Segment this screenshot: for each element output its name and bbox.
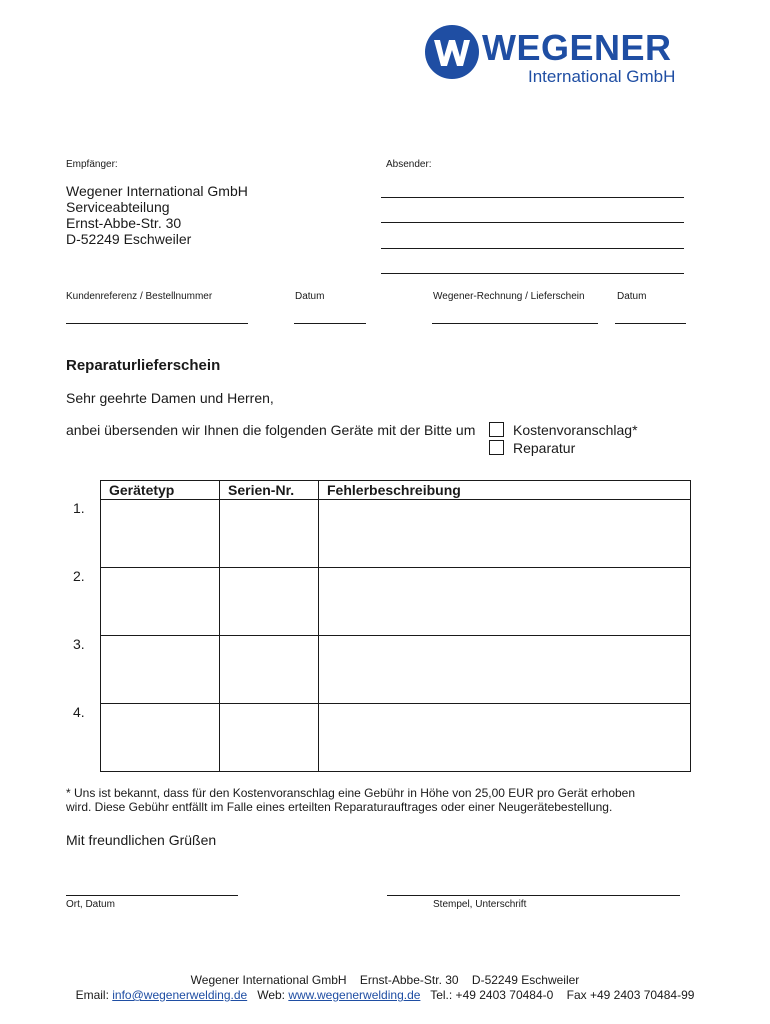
fault-description-cell[interactable] bbox=[319, 704, 691, 772]
column-header-fault-description: Fehlerbeschreibung bbox=[319, 481, 691, 500]
salutation: Sehr geehrte Damen und Herren, bbox=[66, 390, 274, 406]
stamp-signature-field[interactable] bbox=[387, 895, 680, 896]
sender-label: Absender: bbox=[386, 159, 432, 170]
fault-description-cell[interactable] bbox=[319, 636, 691, 704]
recipient-label: Empfänger: bbox=[66, 159, 118, 170]
date-field-2[interactable] bbox=[615, 323, 686, 324]
serial-no-cell[interactable] bbox=[220, 636, 319, 704]
date-label-1: Datum bbox=[295, 291, 325, 302]
web-label: Web: bbox=[257, 988, 285, 1002]
logo-subtitle: International GmbH bbox=[528, 67, 676, 86]
fault-description-cell[interactable] bbox=[319, 500, 691, 568]
request-text: anbei übersenden wir Ihnen die folgenden Geräte mit der Bitte um bbox=[66, 422, 476, 438]
footnote-line: * Uns ist bekannt, dass für den Kostenvoranschlag eine Gebühr in Höhe von 25,00 EUR pro Gerät erhoben bbox=[66, 786, 636, 800]
column-header-serial-no: Serien-Nr. bbox=[220, 481, 319, 500]
recipient-line: Wegener International GmbH bbox=[66, 183, 248, 199]
web-link[interactable]: www.wegenerwelding.de bbox=[288, 988, 421, 1002]
device-type-cell[interactable] bbox=[101, 500, 220, 568]
repair-label: Reparatur bbox=[513, 440, 576, 456]
table-row bbox=[101, 568, 691, 636]
recipient-address bbox=[66, 183, 248, 247]
table-row bbox=[101, 500, 691, 568]
cost-estimate-checkbox[interactable] bbox=[489, 422, 504, 437]
footnote-line: wird. Diese Gebühr entfällt im Falle eines erteilten Reparaturauftrages oder einer Neugerätebestellung. bbox=[66, 800, 613, 814]
column-header-device-type: Gerätetyp bbox=[101, 481, 220, 500]
place-date-field[interactable] bbox=[66, 895, 238, 896]
serial-no-cell[interactable] bbox=[220, 500, 319, 568]
serial-no-cell[interactable] bbox=[220, 568, 319, 636]
wegener-logo-mark bbox=[424, 24, 480, 80]
email-label: Email: bbox=[75, 988, 109, 1002]
sender-line-4[interactable] bbox=[381, 273, 684, 274]
invoice-label: Wegener-Rechnung / Lieferschein bbox=[433, 291, 585, 302]
customer-ref-field[interactable] bbox=[66, 323, 248, 324]
table-row bbox=[101, 704, 691, 772]
recipient-line: Serviceabteilung bbox=[66, 199, 170, 215]
footnote bbox=[66, 786, 706, 814]
device-type-cell[interactable] bbox=[101, 704, 220, 772]
sender-line-1[interactable] bbox=[381, 197, 684, 198]
device-table bbox=[100, 480, 691, 772]
place-date-label: Ort, Datum bbox=[66, 899, 115, 910]
device-type-cell[interactable] bbox=[101, 568, 220, 636]
wegener-logo bbox=[424, 24, 704, 94]
email-link[interactable]: info@wegenerwelding.de bbox=[112, 988, 248, 1002]
phone-fax: Tel.: +49 2403 70484-0 Fax +49 2403 70484-99 bbox=[430, 988, 695, 1002]
date-field-1[interactable] bbox=[294, 323, 366, 324]
table-header-row bbox=[101, 481, 691, 500]
serial-no-cell[interactable] bbox=[220, 704, 319, 772]
recipient-line: Ernst-Abbe-Str. 30 bbox=[66, 215, 182, 231]
footer-address: Wegener International GmbH Ernst-Abbe-Str. 30 D-52249 Eschweiler bbox=[190, 973, 580, 987]
customer-ref-label: Kundenreferenz / Bestellnummer bbox=[66, 291, 213, 302]
row-number: 1. bbox=[73, 500, 85, 516]
cost-estimate-label: Kostenvoranschlag* bbox=[513, 422, 638, 438]
repair-checkbox[interactable] bbox=[489, 440, 504, 455]
table-row bbox=[101, 636, 691, 704]
row-number: 2. bbox=[73, 568, 85, 584]
row-number: 3. bbox=[73, 636, 85, 652]
invoice-field[interactable] bbox=[432, 323, 598, 324]
fault-description-cell[interactable] bbox=[319, 568, 691, 636]
stamp-signature-label: Stempel, Unterschrift bbox=[433, 899, 527, 910]
recipient-line: D-52249 Eschweiler bbox=[66, 231, 192, 247]
footer-contact bbox=[0, 988, 770, 1002]
sender-line-3[interactable] bbox=[381, 248, 684, 249]
date-label-2: Datum bbox=[617, 291, 647, 302]
device-type-cell[interactable] bbox=[101, 636, 220, 704]
closing-text: Mit freundlichen Grüßen bbox=[66, 832, 217, 848]
row-number: 4. bbox=[73, 704, 85, 720]
document-title: Reparaturlieferschein bbox=[66, 357, 221, 374]
logo-brand-text: WEGENER bbox=[482, 27, 672, 68]
sender-line-2[interactable] bbox=[381, 222, 684, 223]
